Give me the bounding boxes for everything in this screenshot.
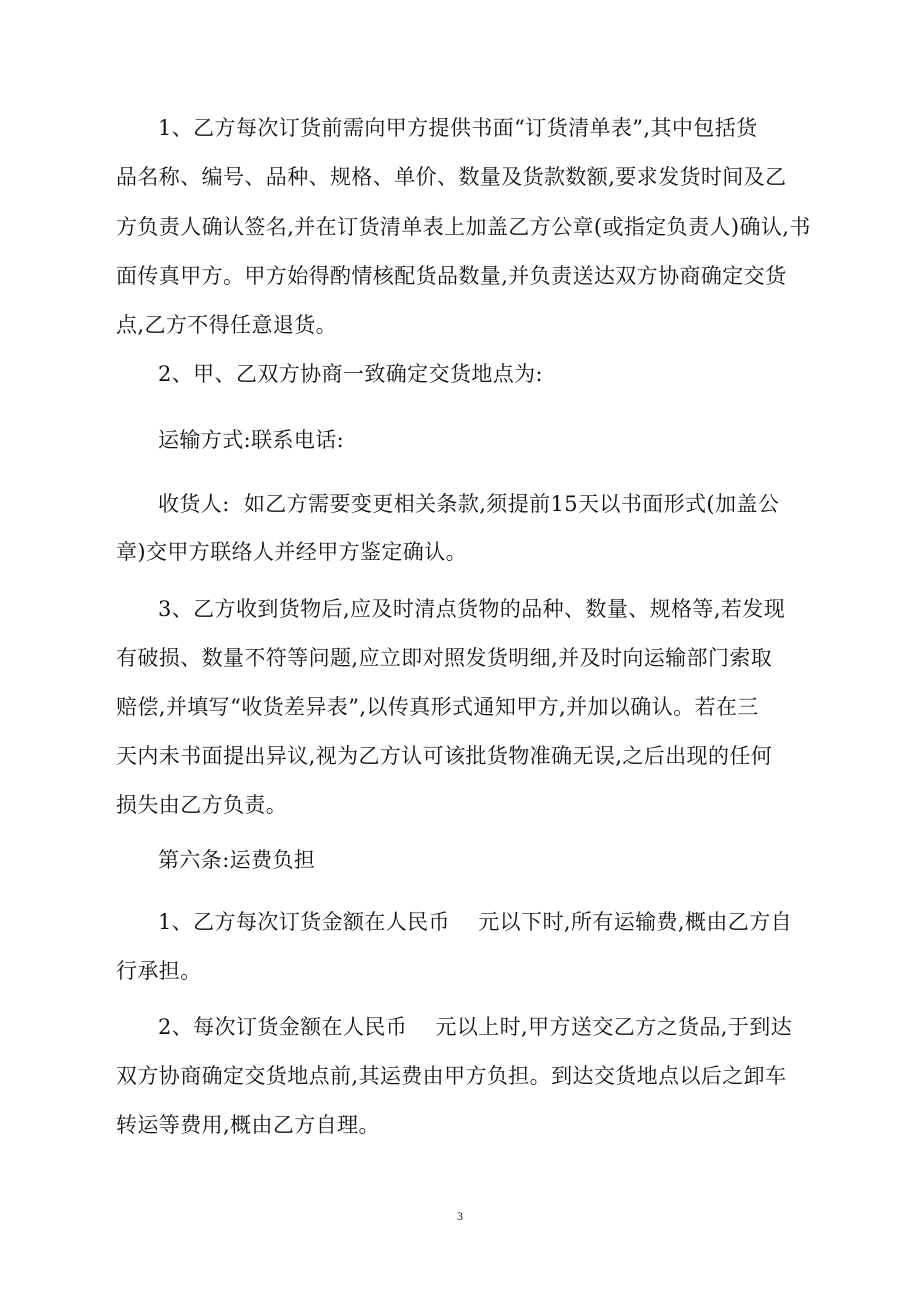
paragraph-1-line-3: 方负责人确认签名,并在订货清单表上加盖乙方公章(或指定负责人)确认,书: [116, 215, 811, 239]
paragraph-1-line-1: 1、乙方每次订货前需向甲方提供书面“订货清单表”,其中包括货: [158, 116, 758, 140]
transport-method-line: 运输方式:联系电话:: [158, 428, 345, 452]
paragraph-3-line-5: 损失由乙方负责。: [116, 793, 288, 817]
paragraph-1-line-4: 面传真甲方。甲方始得酌情核配货品数量,并负责送达双方协商确定交货: [116, 264, 787, 288]
paragraph-1-line-2: 品名称、编号、品种、规格、单价、数量及货款数额,要求发货时间及乙: [116, 165, 787, 189]
freight-clause-1-line-2: 行承担。: [116, 959, 202, 983]
paragraph-2: 2、甲、乙双方协商一致确定交货地点为:: [158, 362, 544, 386]
freight-clause-2-line-2: 双方协商确定交货地点前,其运费由甲方负担。到达交货地点以后之卸车: [116, 1064, 787, 1088]
paragraph-3-line-2: 有破损、数量不符等问题,应立即对照发货明细,并及时向运输部门索取: [116, 646, 773, 670]
paragraph-3-line-4: 天内未书面提出异议,视为乙方认可该批货物准确无误,之后出现的任何: [116, 744, 773, 768]
consignee-line-2: 章)交甲方联络人并经甲方鉴定确认。: [116, 540, 467, 564]
paragraph-3-line-3: 赔偿,并填写“收货差异表”,以传真形式通知甲方,并加以确认。若在三: [116, 695, 759, 719]
page-number: 3: [457, 1209, 463, 1223]
paragraph-1-line-5: 点,乙方不得任意退货。: [116, 313, 338, 337]
freight-clause-2-line-3: 转运等费用,概由乙方自理。: [116, 1113, 380, 1137]
consignee-line-1: 收货人: 如乙方需要变更相关条款,须提前15天以书面形式(加盖公: [158, 492, 780, 516]
freight-clause-2-line-1: 2、每次订货金额在人民币 元以上时,甲方送交乙方之货品,于到达: [158, 1015, 793, 1039]
article-six-heading: 第六条:运费负担: [158, 848, 316, 872]
freight-clause-1-line-1: 1、乙方每次订货金额在人民币 元以下时,所有运输费,概由乙方自: [158, 910, 793, 934]
paragraph-3-line-1: 3、乙方收到货物后,应及时清点货物的品种、数量、规格等,若发现: [158, 597, 786, 621]
